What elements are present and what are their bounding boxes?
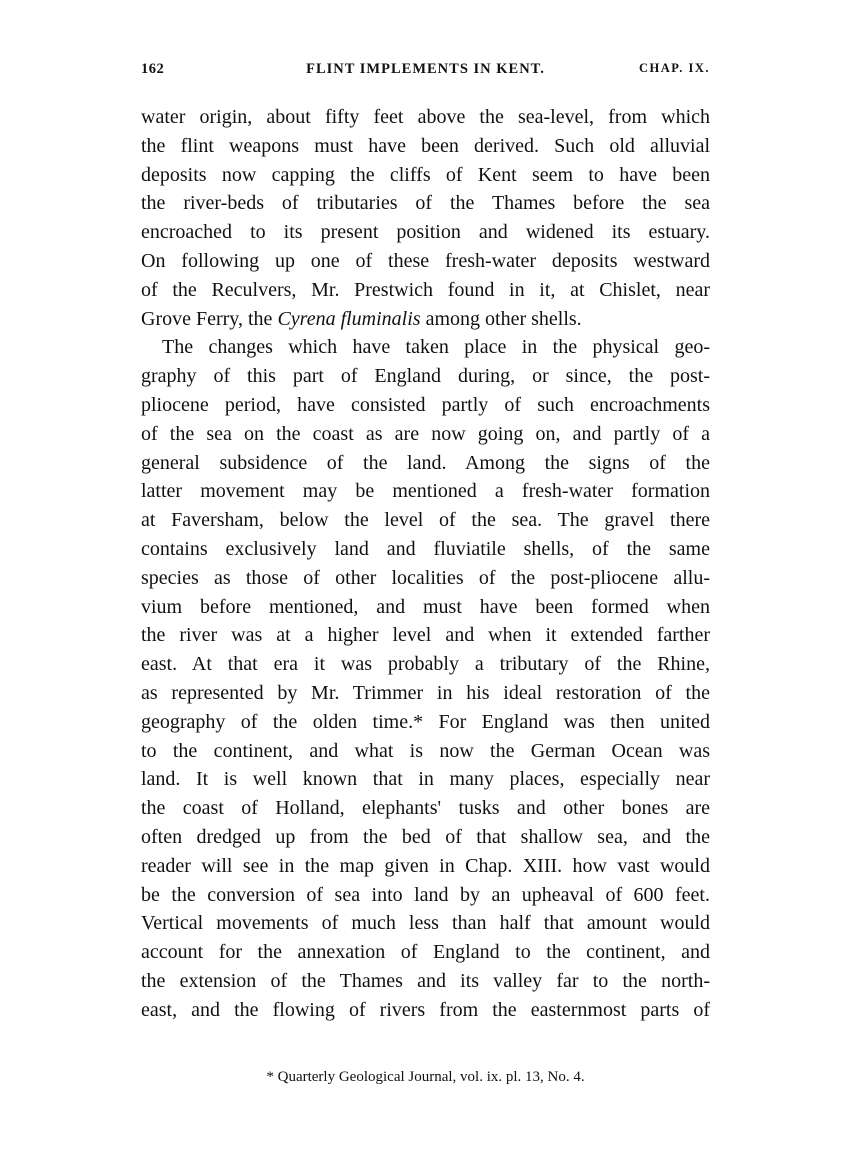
text-line: as represented by Mr. Trimmer in his ideal restoration of the — [141, 681, 710, 704]
text-line: of the Reculvers, Mr. Prestwich found in it, at Chislet, near — [141, 278, 710, 301]
text-line: the flint weapons must have been derived. Such old alluvial — [141, 134, 710, 157]
text-line: On following up one of these fresh-water deposits westward — [141, 249, 710, 272]
running-title: FLINT IMPLEMENTS IN KENT. — [306, 61, 545, 77]
text-line: encroached to its present position and widened its estuary. — [141, 221, 710, 244]
text-line: water origin, about fifty feet above the sea-level, from which — [141, 106, 710, 128]
text-line: the river-beds of tributaries of the Thames before the sea — [141, 192, 710, 215]
text-line: The changes which have taken place in the physical geo- — [162, 336, 710, 359]
text-line: general subsidence of the land. Among the signs of the — [141, 451, 710, 474]
text-line: land. It is well known that in many places, especially near — [141, 768, 710, 791]
text-segment: among other shells. — [420, 307, 582, 330]
text-line: vium before mentioned, and must have been formed when — [141, 595, 710, 618]
text-segment: Grove Ferry, the — [141, 307, 278, 330]
paragraph-2 — [141, 333, 710, 1024]
text-line: at Faversham, below the level of the sea. The gravel there — [141, 509, 710, 532]
paragraph-1 — [141, 103, 710, 333]
text-line: the extension of the Thames and its valley far to the north- — [141, 969, 710, 992]
text-line: account for the annexation of England to the continent, and — [141, 941, 710, 964]
text-line: latter movement may be mentioned a fresh-water formation — [141, 480, 710, 503]
text-line — [141, 305, 710, 334]
text-line: geography of the olden time.* For England was then united — [141, 710, 710, 733]
text-line: the coast of Holland, elephants' tusks and other bones are — [141, 797, 710, 820]
text-line: of the sea on the coast as are now going on, and partly of a — [141, 422, 710, 445]
body-text — [141, 103, 710, 1025]
text-line: species as those of other localities of the post-pliocene allu- — [141, 566, 710, 589]
text-line: be the conversion of sea into land by an upheaval of 600 feet. — [141, 883, 710, 906]
species-name: Cyrena fluminalis — [277, 307, 421, 330]
chapter-label: CHAP. IX. — [638, 61, 710, 75]
text-line: reader will see in the map given in Chap. XIII. how vast would — [141, 854, 710, 877]
text-line: graphy of this part of England during, or since, the post- — [141, 365, 710, 388]
text-line: contains exclusively land and fluviatile shells, of the same — [141, 537, 710, 560]
text-line: the river was at a higher level and when it extended farther — [141, 624, 710, 647]
footnote: * Quarterly Geological Journal, vol. ix. pl. 13, No. 4. — [266, 1069, 585, 1085]
running-head — [141, 61, 710, 83]
text-line: pliocene period, have consisted partly of such encroachments — [141, 393, 710, 416]
text-line: Vertical movements of much less than half that amount would — [141, 912, 710, 935]
page-number: 162 — [141, 61, 165, 77]
text-line: to the continent, and what is now the German Ocean was — [141, 739, 710, 762]
text-line: often dredged up from the bed of that shallow sea, and the — [141, 825, 710, 848]
text-line: east, and the flowing of rivers from the easternmost parts of — [141, 998, 710, 1021]
text-line: deposits now capping the cliffs of Kent seem to have been — [141, 163, 710, 186]
text-line: east. At that era it was probably a tributary of the Rhine, — [141, 653, 710, 676]
